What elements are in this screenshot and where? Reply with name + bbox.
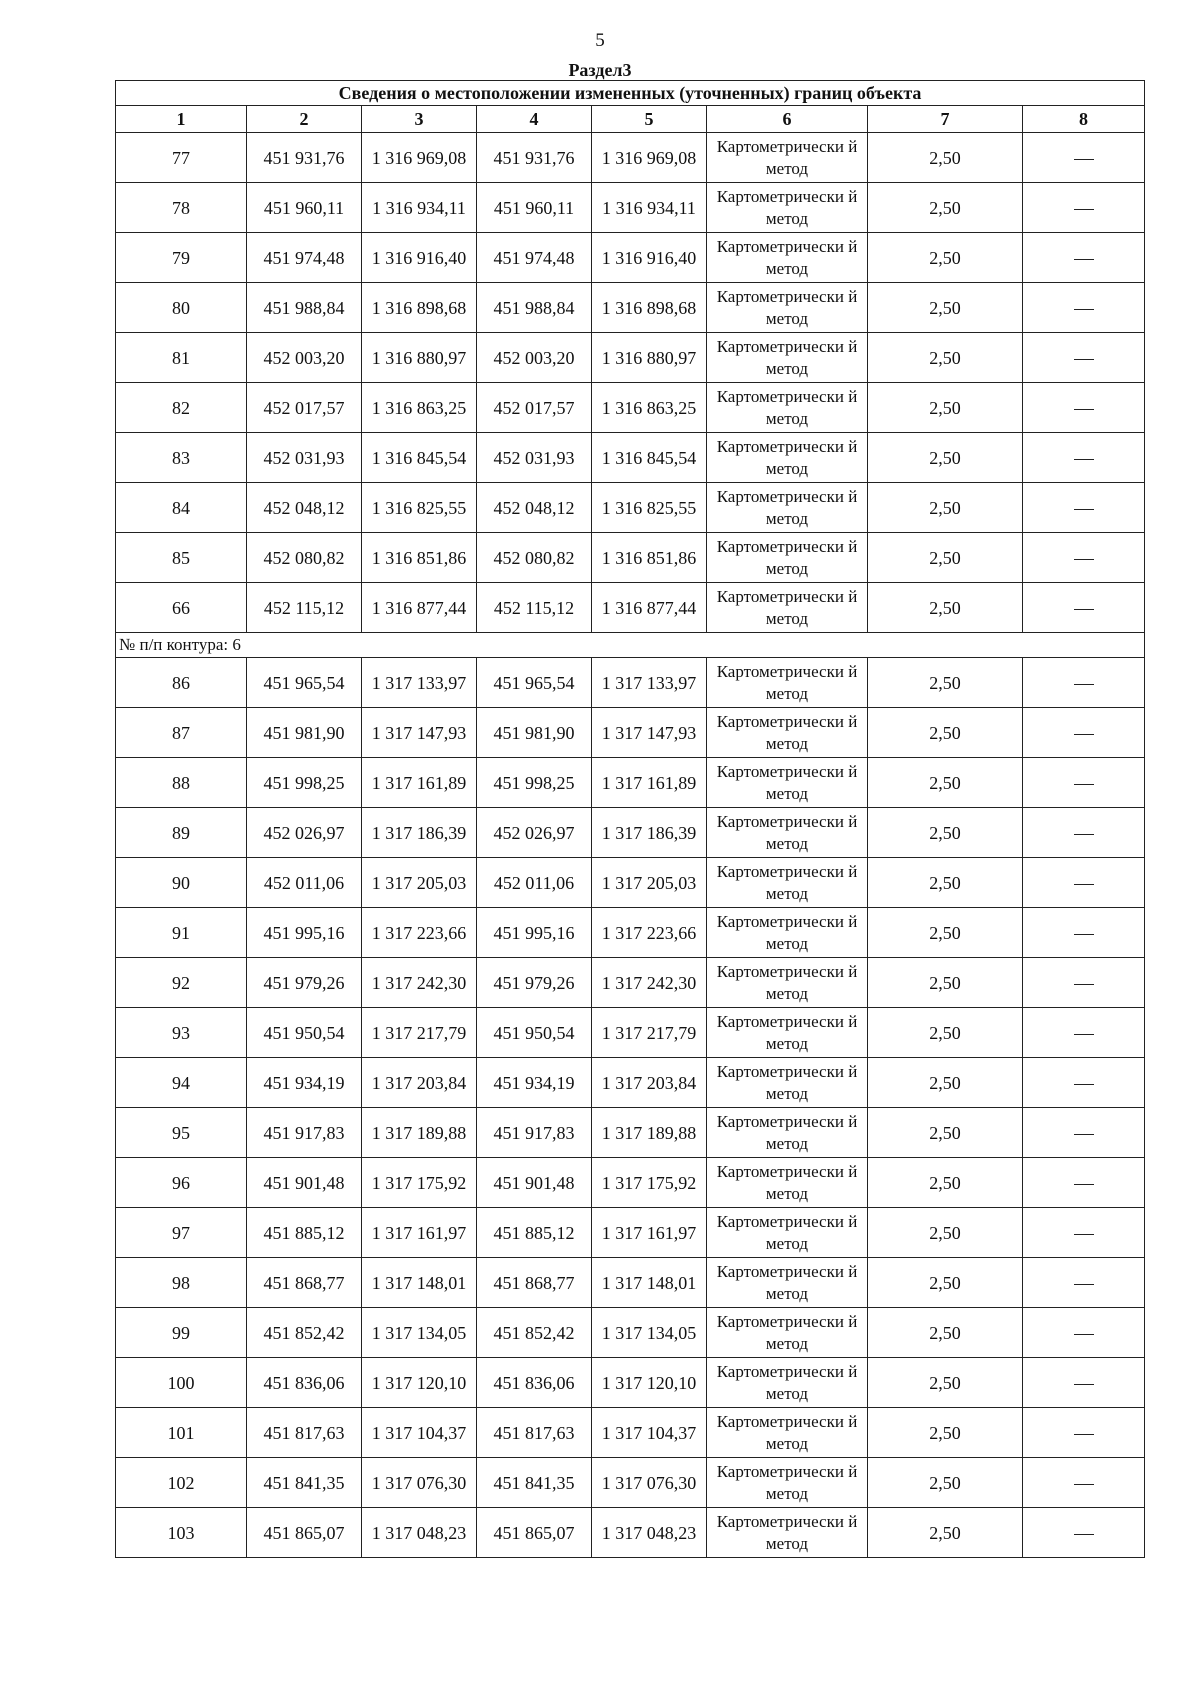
accuracy-cell: 2,50 — [868, 133, 1023, 183]
y-coordinate-cell: 1 317 134,05 — [592, 1308, 707, 1358]
table-row — [116, 583, 1145, 633]
dash-mark — [1074, 1384, 1094, 1385]
y-coordinate-cell: 1 317 120,10 — [362, 1358, 477, 1408]
point-number-cell: 101 — [116, 1408, 247, 1458]
table-row — [116, 858, 1145, 908]
point-number-cell: 103 — [116, 1508, 247, 1558]
y-coordinate-cell: 1 316 880,97 — [362, 333, 477, 383]
point-number-cell: 94 — [116, 1058, 247, 1108]
point-number-cell: 99 — [116, 1308, 247, 1358]
dash-mark — [1074, 359, 1094, 360]
y-coordinate-cell: 1 316 916,40 — [362, 233, 477, 283]
method-cell: Картометрически й метод — [707, 183, 868, 233]
y-coordinate-cell: 1 316 863,25 — [592, 383, 707, 433]
dash-mark — [1074, 784, 1094, 785]
y-coordinate-cell: 1 317 161,97 — [362, 1208, 477, 1258]
table-row — [116, 958, 1145, 1008]
x-coordinate-cell: 452 003,20 — [477, 333, 592, 383]
y-coordinate-cell: 1 317 203,84 — [592, 1058, 707, 1108]
method-cell: Картометрически й метод — [707, 1208, 868, 1258]
dash-mark — [1074, 159, 1094, 160]
x-coordinate-cell: 451 865,07 — [247, 1508, 362, 1558]
accuracy-cell: 2,50 — [868, 658, 1023, 708]
y-coordinate-cell: 1 317 189,88 — [592, 1108, 707, 1158]
empty-value-cell — [1023, 908, 1145, 958]
empty-value-cell — [1023, 483, 1145, 533]
dash-mark — [1074, 984, 1094, 985]
point-number-cell: 83 — [116, 433, 247, 483]
x-coordinate-cell: 452 031,93 — [477, 433, 592, 483]
method-cell: Картометрически й метод — [707, 1308, 868, 1358]
column-header-row — [116, 106, 1145, 133]
accuracy-cell: 2,50 — [868, 1508, 1023, 1558]
y-coordinate-cell: 1 316 845,54 — [362, 433, 477, 483]
dash-mark — [1074, 509, 1094, 510]
y-coordinate-cell: 1 317 186,39 — [592, 808, 707, 858]
y-coordinate-cell: 1 317 161,89 — [592, 758, 707, 808]
accuracy-cell: 2,50 — [868, 758, 1023, 808]
column-header: 6 — [707, 106, 868, 133]
x-coordinate-cell: 451 841,35 — [477, 1458, 592, 1508]
accuracy-cell: 2,50 — [868, 1308, 1023, 1358]
x-coordinate-cell: 451 901,48 — [247, 1158, 362, 1208]
accuracy-cell: 2,50 — [868, 908, 1023, 958]
dash-mark — [1074, 1534, 1094, 1535]
table-row — [116, 1508, 1145, 1558]
y-coordinate-cell: 1 316 845,54 — [592, 433, 707, 483]
y-coordinate-cell: 1 317 205,03 — [592, 858, 707, 908]
y-coordinate-cell: 1 317 189,88 — [362, 1108, 477, 1158]
dash-mark — [1074, 684, 1094, 685]
point-number-cell: 97 — [116, 1208, 247, 1258]
empty-value-cell — [1023, 533, 1145, 583]
accuracy-cell: 2,50 — [868, 1158, 1023, 1208]
table-row — [116, 1258, 1145, 1308]
dash-mark — [1074, 309, 1094, 310]
empty-value-cell — [1023, 1158, 1145, 1208]
method-cell: Картометрически й метод — [707, 958, 868, 1008]
method-cell: Картометрически й метод — [707, 808, 868, 858]
point-number-cell: 96 — [116, 1158, 247, 1208]
x-coordinate-cell: 451 931,76 — [477, 133, 592, 183]
table-row — [116, 383, 1145, 433]
column-header: 7 — [868, 106, 1023, 133]
y-coordinate-cell: 1 317 161,97 — [592, 1208, 707, 1258]
x-coordinate-cell: 451 965,54 — [477, 658, 592, 708]
method-cell: Картометрически й метод — [707, 1158, 868, 1208]
x-coordinate-cell: 451 852,42 — [247, 1308, 362, 1358]
method-cell: Картометрически й метод — [707, 758, 868, 808]
x-coordinate-cell: 452 048,12 — [247, 483, 362, 533]
y-coordinate-cell: 1 317 217,79 — [362, 1008, 477, 1058]
table-row — [116, 1008, 1145, 1058]
empty-value-cell — [1023, 1458, 1145, 1508]
dash-mark — [1074, 1234, 1094, 1235]
table-row — [116, 1158, 1145, 1208]
y-coordinate-cell: 1 317 076,30 — [362, 1458, 477, 1508]
y-coordinate-cell: 1 316 877,44 — [362, 583, 477, 633]
x-coordinate-cell: 451 960,11 — [247, 183, 362, 233]
dash-mark — [1074, 1334, 1094, 1335]
empty-value-cell — [1023, 1058, 1145, 1108]
table-row — [116, 483, 1145, 533]
point-number-cell: 79 — [116, 233, 247, 283]
accuracy-cell: 2,50 — [868, 808, 1023, 858]
point-number-cell: 85 — [116, 533, 247, 583]
y-coordinate-cell: 1 317 205,03 — [362, 858, 477, 908]
y-coordinate-cell: 1 316 863,25 — [362, 383, 477, 433]
table-row — [116, 908, 1145, 958]
y-coordinate-cell: 1 316 898,68 — [362, 283, 477, 333]
empty-value-cell — [1023, 1258, 1145, 1308]
x-coordinate-cell: 451 836,06 — [247, 1358, 362, 1408]
y-coordinate-cell: 1 316 825,55 — [362, 483, 477, 533]
dash-mark — [1074, 259, 1094, 260]
empty-value-cell — [1023, 958, 1145, 1008]
column-header: 3 — [362, 106, 477, 133]
accuracy-cell: 2,50 — [868, 583, 1023, 633]
x-coordinate-cell: 451 852,42 — [477, 1308, 592, 1358]
accuracy-cell: 2,50 — [868, 858, 1023, 908]
x-coordinate-cell: 452 003,20 — [247, 333, 362, 383]
table-row — [116, 1108, 1145, 1158]
point-number-cell: 92 — [116, 958, 247, 1008]
y-coordinate-cell: 1 316 877,44 — [592, 583, 707, 633]
empty-value-cell — [1023, 708, 1145, 758]
x-coordinate-cell: 452 031,93 — [247, 433, 362, 483]
table-body-group-b — [116, 658, 1145, 1558]
dash-mark — [1074, 409, 1094, 410]
point-number-cell: 77 — [116, 133, 247, 183]
method-cell: Картометрически й метод — [707, 1058, 868, 1108]
empty-value-cell — [1023, 1308, 1145, 1358]
page-number: 5 — [595, 30, 605, 51]
table-row — [116, 658, 1145, 708]
x-coordinate-cell: 451 998,25 — [477, 758, 592, 808]
y-coordinate-cell: 1 316 880,97 — [592, 333, 707, 383]
accuracy-cell: 2,50 — [868, 383, 1023, 433]
y-coordinate-cell: 1 317 217,79 — [592, 1008, 707, 1058]
empty-value-cell — [1023, 433, 1145, 483]
dash-mark — [1074, 1034, 1094, 1035]
x-coordinate-cell: 452 080,82 — [247, 533, 362, 583]
y-coordinate-cell: 1 317 048,23 — [592, 1508, 707, 1558]
column-header: 4 — [477, 106, 592, 133]
point-number-cell: 78 — [116, 183, 247, 233]
y-coordinate-cell: 1 316 969,08 — [362, 133, 477, 183]
x-coordinate-cell: 452 048,12 — [477, 483, 592, 533]
x-coordinate-cell: 451 901,48 — [477, 1158, 592, 1208]
y-coordinate-cell: 1 316 898,68 — [592, 283, 707, 333]
x-coordinate-cell: 452 017,57 — [477, 383, 592, 433]
method-cell: Картометрически й метод — [707, 1258, 868, 1308]
x-coordinate-cell: 451 817,63 — [477, 1408, 592, 1458]
x-coordinate-cell: 451 868,77 — [247, 1258, 362, 1308]
x-coordinate-cell: 451 981,90 — [247, 708, 362, 758]
method-cell: Картометрически й метод — [707, 858, 868, 908]
x-coordinate-cell: 451 995,16 — [247, 908, 362, 958]
y-coordinate-cell: 1 317 076,30 — [592, 1458, 707, 1508]
coordinates-table — [115, 80, 1145, 1558]
table-row — [116, 183, 1145, 233]
dash-mark — [1074, 1434, 1094, 1435]
method-cell: Картометрически й метод — [707, 1108, 868, 1158]
table-row — [116, 808, 1145, 858]
empty-value-cell — [1023, 758, 1145, 808]
point-number-cell: 102 — [116, 1458, 247, 1508]
y-coordinate-cell: 1 317 133,97 — [592, 658, 707, 708]
accuracy-cell: 2,50 — [868, 1208, 1023, 1258]
x-coordinate-cell: 451 885,12 — [247, 1208, 362, 1258]
table-row — [116, 708, 1145, 758]
accuracy-cell: 2,50 — [868, 333, 1023, 383]
x-coordinate-cell: 451 974,48 — [477, 233, 592, 283]
table-row — [116, 1458, 1145, 1508]
x-coordinate-cell: 451 865,07 — [477, 1508, 592, 1558]
table-row — [116, 433, 1145, 483]
method-cell: Картометрически й метод — [707, 1408, 868, 1458]
table-row — [116, 1208, 1145, 1258]
y-coordinate-cell: 1 317 242,30 — [592, 958, 707, 1008]
dash-mark — [1074, 934, 1094, 935]
y-coordinate-cell: 1 317 148,01 — [362, 1258, 477, 1308]
y-coordinate-cell: 1 317 104,37 — [592, 1408, 707, 1458]
empty-value-cell — [1023, 658, 1145, 708]
empty-value-cell — [1023, 283, 1145, 333]
empty-value-cell — [1023, 583, 1145, 633]
x-coordinate-cell: 451 950,54 — [477, 1008, 592, 1058]
empty-value-cell — [1023, 1358, 1145, 1408]
table-row — [116, 283, 1145, 333]
empty-value-cell — [1023, 233, 1145, 283]
empty-value-cell — [1023, 383, 1145, 433]
accuracy-cell: 2,50 — [868, 1058, 1023, 1108]
y-coordinate-cell: 1 317 147,93 — [362, 708, 477, 758]
point-number-cell: 80 — [116, 283, 247, 333]
x-coordinate-cell: 452 011,06 — [247, 858, 362, 908]
table-row — [116, 133, 1145, 183]
method-cell: Картометрически й метод — [707, 583, 868, 633]
empty-value-cell — [1023, 1508, 1145, 1558]
accuracy-cell: 2,50 — [868, 1358, 1023, 1408]
point-number-cell: 81 — [116, 333, 247, 383]
accuracy-cell: 2,50 — [868, 233, 1023, 283]
method-cell: Картометрически й метод — [707, 283, 868, 333]
x-coordinate-cell: 452 017,57 — [247, 383, 362, 433]
method-cell: Картометрически й метод — [707, 1508, 868, 1558]
x-coordinate-cell: 452 115,12 — [477, 583, 592, 633]
x-coordinate-cell: 451 917,83 — [477, 1108, 592, 1158]
contour-section — [116, 633, 1145, 658]
x-coordinate-cell: 451 868,77 — [477, 1258, 592, 1308]
y-coordinate-cell: 1 317 186,39 — [362, 808, 477, 858]
column-header: 8 — [1023, 106, 1145, 133]
accuracy-cell: 2,50 — [868, 1458, 1023, 1508]
accuracy-cell: 2,50 — [868, 433, 1023, 483]
table-row — [116, 758, 1145, 808]
y-coordinate-cell: 1 317 104,37 — [362, 1408, 477, 1458]
y-coordinate-cell: 1 316 851,86 — [592, 533, 707, 583]
x-coordinate-cell: 452 011,06 — [477, 858, 592, 908]
x-coordinate-cell: 452 115,12 — [247, 583, 362, 633]
point-number-cell: 87 — [116, 708, 247, 758]
dash-mark — [1074, 1484, 1094, 1485]
method-cell: Картометрически й метод — [707, 333, 868, 383]
accuracy-cell: 2,50 — [868, 708, 1023, 758]
y-coordinate-cell: 1 317 147,93 — [592, 708, 707, 758]
contour-label: № п/п контура: 6 — [116, 633, 1145, 658]
y-coordinate-cell: 1 317 161,89 — [362, 758, 477, 808]
point-number-cell: 100 — [116, 1358, 247, 1408]
table-row — [116, 1408, 1145, 1458]
x-coordinate-cell: 451 836,06 — [477, 1358, 592, 1408]
table-row — [116, 1308, 1145, 1358]
column-header: 5 — [592, 106, 707, 133]
accuracy-cell: 2,50 — [868, 1108, 1023, 1158]
x-coordinate-cell: 451 965,54 — [247, 658, 362, 708]
dash-mark — [1074, 1134, 1094, 1135]
dash-mark — [1074, 1184, 1094, 1185]
y-coordinate-cell: 1 317 133,97 — [362, 658, 477, 708]
method-cell: Картометрически й метод — [707, 908, 868, 958]
table-row — [116, 533, 1145, 583]
accuracy-cell: 2,50 — [868, 283, 1023, 333]
accuracy-cell: 2,50 — [868, 1008, 1023, 1058]
column-header: 1 — [116, 106, 247, 133]
dash-mark — [1074, 609, 1094, 610]
y-coordinate-cell: 1 317 223,66 — [362, 908, 477, 958]
dash-mark — [1074, 459, 1094, 460]
method-cell: Картометрически й метод — [707, 483, 868, 533]
method-cell: Картометрически й метод — [707, 533, 868, 583]
method-cell: Картометрически й метод — [707, 1008, 868, 1058]
empty-value-cell — [1023, 133, 1145, 183]
y-coordinate-cell: 1 316 825,55 — [592, 483, 707, 533]
dash-mark — [1074, 884, 1094, 885]
method-cell: Картометрически й метод — [707, 1358, 868, 1408]
dash-mark — [1074, 209, 1094, 210]
empty-value-cell — [1023, 333, 1145, 383]
x-coordinate-cell: 451 979,26 — [247, 958, 362, 1008]
point-number-cell: 82 — [116, 383, 247, 433]
method-cell: Картометрически й метод — [707, 133, 868, 183]
x-coordinate-cell: 451 960,11 — [477, 183, 592, 233]
table-body-group-a — [116, 133, 1145, 633]
x-coordinate-cell: 451 917,83 — [247, 1108, 362, 1158]
table-row — [116, 233, 1145, 283]
y-coordinate-cell: 1 317 175,92 — [362, 1158, 477, 1208]
method-cell: Картометрически й метод — [707, 1458, 868, 1508]
empty-value-cell — [1023, 858, 1145, 908]
accuracy-cell: 2,50 — [868, 1408, 1023, 1458]
x-coordinate-cell: 451 934,19 — [477, 1058, 592, 1108]
x-coordinate-cell: 452 026,97 — [247, 808, 362, 858]
x-coordinate-cell: 452 080,82 — [477, 533, 592, 583]
point-number-cell: 91 — [116, 908, 247, 958]
method-cell: Картометрически й метод — [707, 383, 868, 433]
point-number-cell: 89 — [116, 808, 247, 858]
dash-mark — [1074, 1284, 1094, 1285]
method-cell: Картометрически й метод — [707, 708, 868, 758]
column-header: 2 — [247, 106, 362, 133]
y-coordinate-cell: 1 316 916,40 — [592, 233, 707, 283]
y-coordinate-cell: 1 317 148,01 — [592, 1258, 707, 1308]
point-number-cell: 93 — [116, 1008, 247, 1058]
x-coordinate-cell: 451 950,54 — [247, 1008, 362, 1058]
table-caption: Сведения о местоположении измененных (уточненных) границ объекта — [116, 81, 1145, 106]
y-coordinate-cell: 1 317 175,92 — [592, 1158, 707, 1208]
table-row — [116, 1058, 1145, 1108]
x-coordinate-cell: 451 817,63 — [247, 1408, 362, 1458]
point-number-cell: 90 — [116, 858, 247, 908]
x-coordinate-cell: 451 934,19 — [247, 1058, 362, 1108]
point-number-cell: 88 — [116, 758, 247, 808]
x-coordinate-cell: 452 026,97 — [477, 808, 592, 858]
y-coordinate-cell: 1 316 851,86 — [362, 533, 477, 583]
table-row — [116, 333, 1145, 383]
x-coordinate-cell: 451 974,48 — [247, 233, 362, 283]
accuracy-cell: 2,50 — [868, 483, 1023, 533]
dash-mark — [1074, 734, 1094, 735]
x-coordinate-cell: 451 988,84 — [477, 283, 592, 333]
y-coordinate-cell: 1 317 120,10 — [592, 1358, 707, 1408]
point-number-cell: 84 — [116, 483, 247, 533]
method-cell: Картометрически й метод — [707, 433, 868, 483]
x-coordinate-cell: 451 988,84 — [247, 283, 362, 333]
y-coordinate-cell: 1 316 969,08 — [592, 133, 707, 183]
accuracy-cell: 2,50 — [868, 958, 1023, 1008]
y-coordinate-cell: 1 317 203,84 — [362, 1058, 477, 1108]
x-coordinate-cell: 451 998,25 — [247, 758, 362, 808]
x-coordinate-cell: 451 841,35 — [247, 1458, 362, 1508]
point-number-cell: 98 — [116, 1258, 247, 1308]
empty-value-cell — [1023, 1108, 1145, 1158]
x-coordinate-cell: 451 995,16 — [477, 908, 592, 958]
x-coordinate-cell: 451 885,12 — [477, 1208, 592, 1258]
y-coordinate-cell: 1 316 934,11 — [592, 183, 707, 233]
empty-value-cell — [1023, 1408, 1145, 1458]
dash-mark — [1074, 1084, 1094, 1085]
accuracy-cell: 2,50 — [868, 1258, 1023, 1308]
point-number-cell: 95 — [116, 1108, 247, 1158]
dash-mark — [1074, 559, 1094, 560]
method-cell: Картометрически й метод — [707, 233, 868, 283]
table-row — [116, 1358, 1145, 1408]
accuracy-cell: 2,50 — [868, 183, 1023, 233]
dash-mark — [1074, 834, 1094, 835]
empty-value-cell — [1023, 808, 1145, 858]
x-coordinate-cell: 451 981,90 — [477, 708, 592, 758]
empty-value-cell — [1023, 1208, 1145, 1258]
x-coordinate-cell: 451 979,26 — [477, 958, 592, 1008]
y-coordinate-cell: 1 316 934,11 — [362, 183, 477, 233]
x-coordinate-cell: 451 931,76 — [247, 133, 362, 183]
y-coordinate-cell: 1 317 048,23 — [362, 1508, 477, 1558]
empty-value-cell — [1023, 1008, 1145, 1058]
section-title: Раздел3 — [568, 60, 632, 80]
y-coordinate-cell: 1 317 223,66 — [592, 908, 707, 958]
accuracy-cell: 2,50 — [868, 533, 1023, 583]
point-number-cell: 86 — [116, 658, 247, 708]
empty-value-cell — [1023, 183, 1145, 233]
point-number-cell: 66 — [116, 583, 247, 633]
method-cell: Картометрически й метод — [707, 658, 868, 708]
y-coordinate-cell: 1 317 242,30 — [362, 958, 477, 1008]
y-coordinate-cell: 1 317 134,05 — [362, 1308, 477, 1358]
